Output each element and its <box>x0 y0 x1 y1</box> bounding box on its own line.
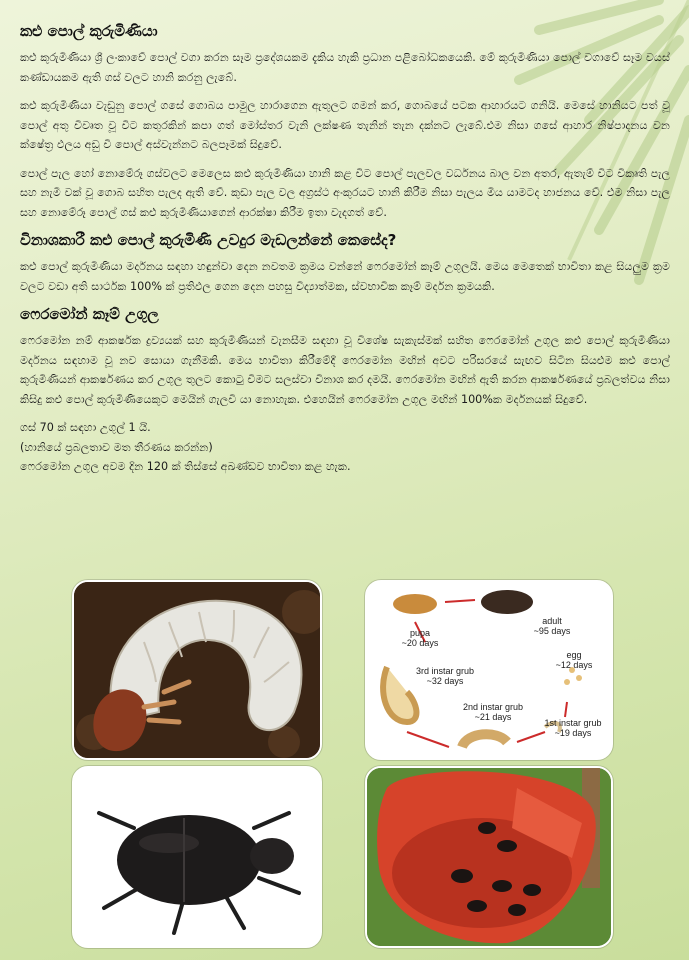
beetle-photo <box>72 766 322 948</box>
adult-label: adult <box>542 616 562 626</box>
section-control-method <box>20 231 670 296</box>
document-body <box>20 14 670 477</box>
pheromone-trap-photo <box>365 766 613 948</box>
paragraph: කළු කුරුමිණියා වැඩුනු පොල් ගසේ ගොබය පාමුල හාරාගෙන ඇතුලට ගමන් කර, ගොබයේ පටක ආහාරයට ගනියි. මෙසේ හානියට පත් වූ පොල් අතු විවෘත වූ විට කතුරකින් කපා ගත් මෝස්තර වැනි ලක්ෂණ තැනින් තැන දක්නට ලැබේ.එම නිසා ගසේ ආහාර නිෂ්පාදනය වන ක්ෂේත්‍ර ඵලය අඩු වී පොල් අස්වැන්නට බලපෑමක් සිදුවේ. <box>20 99 670 151</box>
egg-label: egg <box>566 650 582 660</box>
egg-days: ~12 days <box>555 660 593 670</box>
section-heading: කළු පොල් කුරුමිණියා <box>20 22 158 40</box>
section-black-beetle <box>20 22 670 222</box>
lifecycle-diagram <box>365 580 613 760</box>
paragraph: කළු කුරුමිණියා ශ්‍රී ලංකාවේ පොල් වගා කරන සෑම ප්‍රදේශයකම දැකිය හැකි ප්‍රධාන පළිබෝධකයෙකි. මේ කුරුමිණියා පොල් වගාවේ සෑම වයස් කණ්ඩායකම ඇති ගස් වලට හානි කරනු ලැබේ. <box>20 51 670 84</box>
paragraph: කළු පොල් කුරුමිණියා මර්දනය සඳහා හඳුන්වා දෙන නවතම ක්‍රමය වන්නේ ෆෙරමෝන් කෑම් උගුලයි. මෙය මෙතෙක් භාවිතා කළ සියලුම ක්‍රම වලට වඩා අති සාර්ථක 100% ක් ප්‍රතිඵල ගෙන දෙන පහසු විද්‍යාත්මක, ස්වභාවික කෑම් මර්දන ක්‍රමයකි. <box>20 260 670 293</box>
adult-beetle-shape <box>481 590 533 614</box>
adult-days: ~95 days <box>533 626 571 636</box>
section-heading: ෆෙරමෝන් කෑම් උගුල <box>20 305 159 323</box>
usage-line: (හානියේ ප්‍රබලතාව මත තීරණය කරන්න) <box>20 440 213 454</box>
pupa-label: pupa <box>409 628 431 638</box>
section-heading: විනාශකාරී කළු පොල් කුරුමිණි උවදුර මැඩලන්නේ කෙසේද? <box>20 231 397 249</box>
pupa-shape <box>393 594 437 614</box>
usage-line: ගස් 70 ක් සඳහා උගුල් 1 යි. <box>20 421 151 434</box>
third-instar-label: 3rd instar grub <box>415 666 475 676</box>
third-instar-days: ~32 days <box>426 676 464 686</box>
first-instar-days: ~19 days <box>554 728 592 738</box>
second-instar-label: 2nd instar grub <box>462 702 524 712</box>
usage-notes <box>20 418 670 477</box>
pupa-days: ~20 days <box>401 638 439 648</box>
paragraph: පොල් පැල හෝ නොමේරූ ගස්වලට මෙලෙස කළු කුරුමිණියා හානි කළ විට පොල් පැලවල වර්ධනය බාල වන අතර, ඇතැම් විට විකෘති පැල සහ නැමී වක් වූ ගොබ සහිත පැලද ඇති වේ. කුඩා පැල වල අග්‍රස්ථ අංකුරයට හානි කිරීම නිසා පැලය මිය යාමටද හාජනය වේ. එම නිසා පැල සහ නොමේරූ පොල් ගස් කළු කුරුමිණියාගෙන් ආරක්ෂා කිරීම ඉතා වැදගත් වේ. <box>20 166 670 219</box>
second-instar-days: ~21 days <box>474 712 512 722</box>
grub-photo <box>72 580 322 760</box>
section-pheromone-trap <box>20 305 670 477</box>
usage-line: ෆෙරමෝන උගුල අවම දින 120 ක් තිස්සේ අඛණ්ඩව භාවිතා කළ හැක. <box>20 460 351 473</box>
paragraph: ෆෙරමෝන නම් ආකර්ෂක ද්‍රව්‍යයක් සහ කුරුමිණියන් වැනසීම සඳහා වූ විශේෂ සැකැස්මක් සහිත ෆෙරමෝන් උගුල කළු පොල් කුරුමිණියා මර්දනය සඳහාම වූ නව සොයා ගැනීමකි. මෙය භාවිතා කිරීමේදී ෆෙරමෝන මඟින් අවට පරිසරයේ සැඟව සිටින සියළුම කළු පොල් කුරුමිණියන් ආකර්ෂණය කර උගුල තුලට කොටු වීමට සලස්වා විනාශ කර දමයි. ෆෙරමෝන මඟින් ඇති කරන ආකර්ෂණයේ ප්‍රබලත්වය නිසා කිසිදු කළු පොල් කුරුමිණියෙකුට මෙයින් ගැලවී යා නොහැක. එහෙයින් ෆෙරමෝන උගුල මඟින් 100%ක මර්දනයක් සිදුවේ. <box>20 334 670 406</box>
first-instar-label: 1st instar grub <box>544 718 602 728</box>
